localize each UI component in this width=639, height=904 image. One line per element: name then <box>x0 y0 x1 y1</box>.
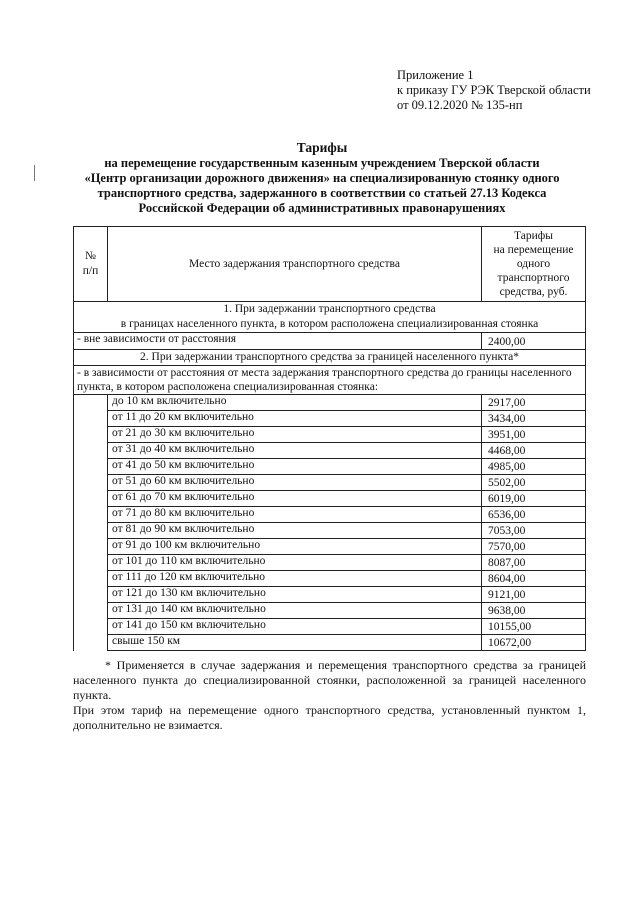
distance-label: от 31 до 40 км включительно <box>108 443 482 459</box>
row-number-cell <box>74 523 108 539</box>
distance-price: 6536,00 <box>482 507 586 523</box>
appendix-line-1: Приложение 1 <box>397 68 474 82</box>
section-1-row <box>74 333 586 350</box>
distance-label: от 51 до 60 км включительно <box>108 475 482 491</box>
table-row <box>74 411 586 427</box>
row-number-cell <box>74 395 108 411</box>
section-1-title-row <box>74 302 586 333</box>
title-main: Тарифы <box>296 140 348 155</box>
distance-label: от 121 до 130 км включительно <box>108 587 482 603</box>
title-line-4: Российской Федерации об административных правонарушениях <box>138 201 506 215</box>
table-header-row <box>74 227 586 302</box>
distance-label: от 21 до 30 км включительно <box>108 427 482 443</box>
footnote-line-1: * Применяется в случае задержания и перемещения транспортного средства за границей населенного пункта до специализированной стоянки, расположенной за границей населенного пункта. <box>73 658 586 702</box>
row-number-cell <box>74 427 108 443</box>
section-1-title: 1. При задержании транспортного средства в границах населенного пункта, в котором расположена специализированная стоянка <box>74 302 586 333</box>
title-line-1: на перемещение государственным казенным учреждением Тверской области <box>104 156 540 170</box>
distance-label: от 71 до 80 км включительно <box>108 507 482 523</box>
distance-label: от 61 до 70 км включительно <box>108 491 482 507</box>
row-number-cell <box>74 587 108 603</box>
distance-price: 10672,00 <box>482 635 586 651</box>
row-number-cell <box>74 603 108 619</box>
distance-price: 8604,00 <box>482 571 586 587</box>
table-row <box>74 427 586 443</box>
section-1-price: 2400,00 <box>482 333 586 350</box>
row-number-cell <box>74 571 108 587</box>
table-row <box>74 507 586 523</box>
distance-label: от 111 до 120 км включительно <box>108 571 482 587</box>
header-tariff: Тарифы на перемещение одного транспортного средства, руб. <box>482 227 586 302</box>
distance-price: 3951,00 <box>482 427 586 443</box>
distance-price: 6019,00 <box>482 491 586 507</box>
distance-price: 2917,00 <box>482 395 586 411</box>
distance-label: от 141 до 150 км включительно <box>108 619 482 635</box>
table-row <box>74 619 586 635</box>
distance-label: свыше 150 км <box>108 635 482 651</box>
distance-price: 7570,00 <box>482 539 586 555</box>
section-2-subtitle: - в зависимости от расстояния от места задержания транспортного средства до границы населенного пункта, в котором расположена специализированная стоянка: <box>74 366 586 395</box>
table-row <box>74 395 586 411</box>
distance-price: 8087,00 <box>482 555 586 571</box>
row-number-cell <box>74 459 108 475</box>
table-row <box>74 491 586 507</box>
row-number-cell <box>74 443 108 459</box>
row-number-cell <box>74 555 108 571</box>
distance-price: 4985,00 <box>482 459 586 475</box>
row-number-cell <box>74 491 108 507</box>
table-row <box>74 523 586 539</box>
table-row <box>74 635 586 651</box>
table-row <box>74 443 586 459</box>
margin-mark <box>34 165 35 181</box>
distance-price: 9121,00 <box>482 587 586 603</box>
header-number: № п/п <box>74 227 108 302</box>
row-number-cell <box>74 539 108 555</box>
title-line-2: «Центр организации дорожного движения» на специализированную стоянку одного <box>84 171 560 185</box>
distance-label: от 131 до 140 км включительно <box>108 603 482 619</box>
row-number-cell <box>74 619 108 635</box>
section-1-label: - вне зависимости от расстояния <box>74 333 482 350</box>
table-row <box>74 571 586 587</box>
title-line-3: транспортного средства, задержанного в соответствии со статьей 27.13 Кодекса <box>97 186 547 200</box>
distance-price: 7053,00 <box>482 523 586 539</box>
row-number-cell <box>74 411 108 427</box>
table-row <box>74 539 586 555</box>
distance-price: 3434,00 <box>482 411 586 427</box>
distance-price: 9638,00 <box>482 603 586 619</box>
distance-label: от 81 до 90 км включительно <box>108 523 482 539</box>
footnote-line-2: При этом тариф на перемещение одного транспортного средства, установленный пунктом 1, дополнительно не взимается. <box>73 703 586 732</box>
table-row <box>74 555 586 571</box>
table-row <box>74 459 586 475</box>
distance-label: от 101 до 110 км включительно <box>108 555 482 571</box>
header-place: Место задержания транспортного средства <box>108 227 482 302</box>
distance-price: 4468,00 <box>482 443 586 459</box>
footnote <box>73 658 586 733</box>
section-2-title-row <box>74 350 586 366</box>
table-row <box>74 587 586 603</box>
section-2-title: 2. При задержании транспортного средства за границей населенного пункта* <box>74 350 586 366</box>
table-row <box>74 603 586 619</box>
row-number-cell <box>74 635 108 651</box>
tariff-table <box>73 226 586 651</box>
appendix-line-2: к приказу ГУ РЭК Тверской области <box>397 83 591 97</box>
appendix-line-3: от 09.12.2020 № 135-нп <box>397 98 523 112</box>
section-2-subtitle-row <box>74 366 586 395</box>
table-row <box>74 475 586 491</box>
distance-label: до 10 км включительно <box>108 395 482 411</box>
distance-price: 5502,00 <box>482 475 586 491</box>
distance-price: 10155,00 <box>482 619 586 635</box>
row-number-cell <box>74 507 108 523</box>
distance-label: от 91 до 100 км включительно <box>108 539 482 555</box>
row-number-cell <box>74 475 108 491</box>
appendix-note <box>397 68 591 113</box>
distance-label: от 11 до 20 км включительно <box>108 411 482 427</box>
distance-label: от 41 до 50 км включительно <box>108 459 482 475</box>
document-title <box>60 140 584 216</box>
